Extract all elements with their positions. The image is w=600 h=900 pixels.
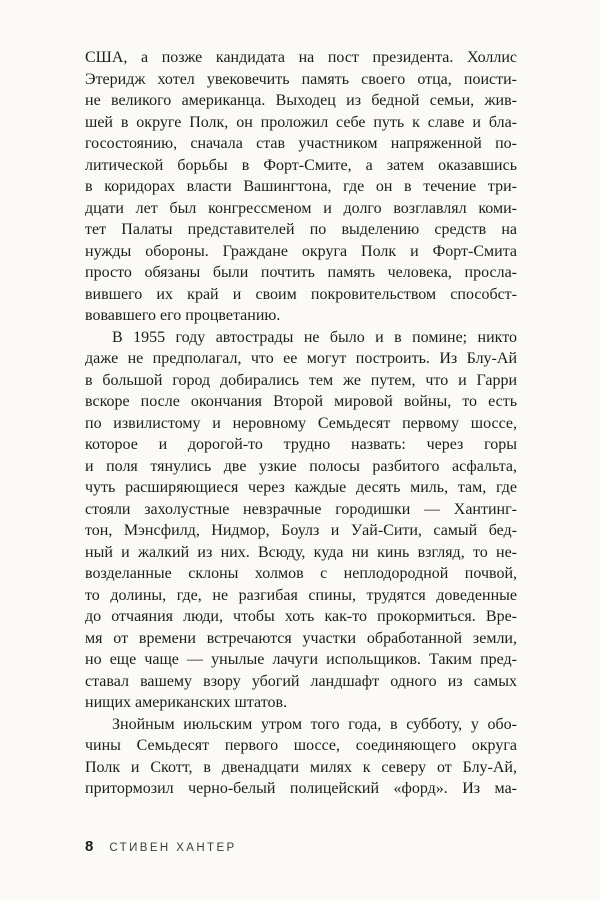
text-line: даже не предполагал, что ее могут построить. Из Блу-Ай — [85, 350, 517, 367]
text-line: Полк и Скотт, в двенадцати милях к северу от Блу-Ай, — [85, 758, 517, 776]
text-line: Этеридж хотел увековечить память своего отца, поисти- — [85, 70, 517, 88]
paragraph — [85, 714, 517, 800]
text-line: стояли захолустные невзрачные городишки — Хантинг- — [85, 500, 517, 518]
text-line: госостоянию, сначала став участником напряженной по- — [85, 135, 517, 152]
text-line: шей в округе Полк, он проложил себе путь к славе и бла- — [85, 113, 517, 131]
text-line: не великого американца. Выходец из бедной семьи, жив- — [85, 92, 517, 109]
text-line: но еще чаще — унылые лачуги испольщиков. Таким пред- — [85, 651, 517, 668]
text-line: в большой город добирались тем же путем, что и Гарри — [85, 371, 517, 389]
text-line: тон, Мэнсфилд, Нидмор, Боулз и Уай-Сити, самый бед- — [85, 522, 517, 539]
text-line: вскоре после окончания Второй мировой войны, то есть — [85, 393, 517, 410]
body-text — [85, 47, 517, 800]
text-line: и поля тянулись две узкие полосы разбитого асфальта, — [85, 457, 517, 475]
page-number: 8 — [85, 838, 94, 855]
text-line: то долины, где, не разгибая спины, трудятся доведенные — [85, 586, 517, 604]
text-line: тет Палаты представителей по выделению средств на — [85, 221, 517, 238]
text-line: возделанные склоны холмов с неплодородной почвой, — [85, 565, 517, 582]
text-line: чины Семьдесят первого шоссе, соединяющего округа — [85, 737, 517, 754]
text-line: нищих американских штатов. — [85, 694, 288, 711]
text-line: вившего их край и своим покровительством способст- — [85, 285, 517, 303]
running-title: СТИВЕН ХАНТЕР — [109, 842, 237, 854]
text-line: вовавшего его процветанию. — [85, 307, 281, 324]
text-line: В 1955 году автострады не было и в помине; никто — [112, 328, 517, 346]
text-line: Знойным июльским утром того года, в субботу, у обо- — [112, 715, 517, 733]
text-line: просто обязаны были почтить память человека, просла- — [85, 264, 517, 281]
text-line: ный и жалкий из них. Всюду, куда ни кинь взгляд, то не- — [85, 543, 517, 561]
page-footer — [85, 838, 237, 855]
paragraph — [85, 327, 517, 714]
paragraph — [85, 47, 517, 327]
text-line: США, а позже кандидата на пост президента. Холлис — [85, 49, 517, 66]
text-line: литической борьбы в Форт-Смите, а затем оказавшись — [85, 156, 517, 174]
text-line: до отчаяния люди, чтобы хоть как-то прокормиться. Вре- — [85, 608, 517, 625]
text-line: чуть расширяющиеся через каждые десять миль, там, где — [85, 479, 517, 496]
text-line: нужды обороны. Граждане округа Полк и Форт-Смита — [85, 242, 517, 260]
text-line: которое и дорогой-то трудно назвать: через горы — [85, 436, 517, 453]
text-line: притормозил черно-белый полицейский «форд». Из ма- — [85, 780, 517, 797]
text-line: ставал вашему взору убогий ландшафт одного из самых — [85, 672, 517, 690]
text-line: дцати лет был конгрессменом и долго возглавлял коми- — [85, 199, 517, 217]
text-line: в коридорах власти Вашингтона, где он в течение три- — [85, 178, 517, 195]
text-line: мя от времени встречаются участки обработанной земли, — [85, 629, 517, 647]
text-line: по извилистому и неровному Семьдесят первому шоссе, — [85, 414, 517, 432]
